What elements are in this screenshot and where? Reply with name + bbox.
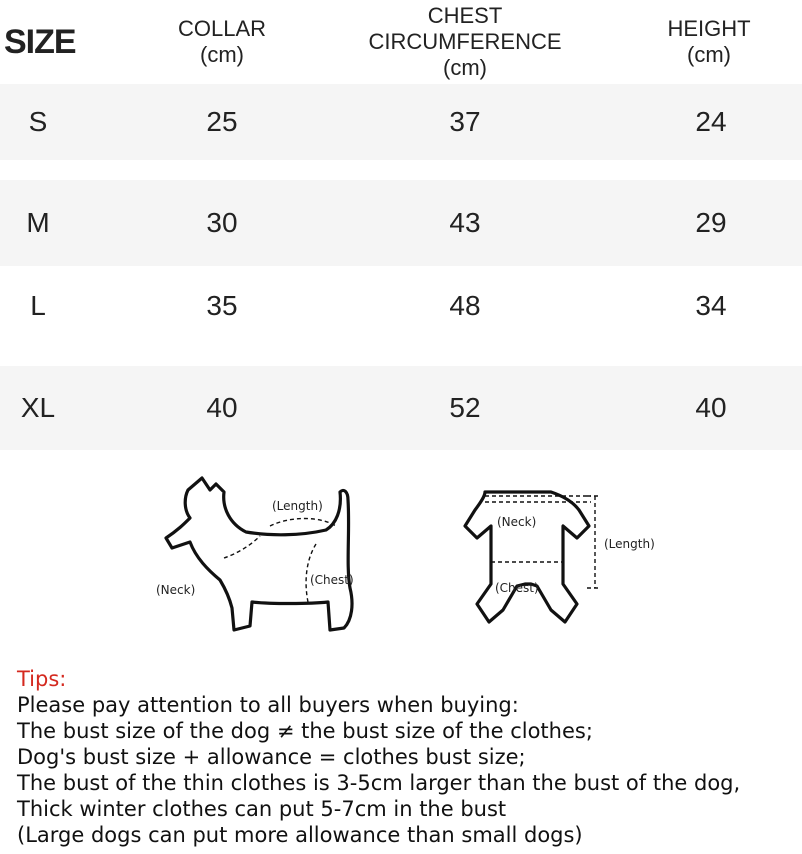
height-cell: 40	[695, 392, 727, 423]
table-row	[0, 160, 802, 180]
size-cell: XL	[20, 392, 56, 423]
dog-neck-label: (Neck)	[156, 583, 196, 597]
chest-cell: 48	[449, 290, 481, 321]
measurement-diagrams	[0, 460, 802, 650]
table-row	[0, 84, 802, 160]
clothes-length-label: (Length)	[604, 537, 655, 551]
height-header-unit: (cm)	[687, 42, 731, 67]
table-row	[0, 366, 802, 450]
dog-outline	[166, 478, 352, 630]
chest-header-title: CHEST	[427, 3, 503, 28]
size-column-header: SIZE	[4, 22, 76, 61]
clothes-outline	[465, 492, 589, 622]
table-row	[0, 346, 802, 366]
tips-line: The bust of the thin clothes is 3-5cm larger than the bust of the dog,	[17, 771, 741, 795]
table-row	[0, 180, 802, 266]
height-cell: 29	[695, 207, 727, 238]
dog-chest-label: (Chest)	[310, 573, 354, 587]
height-cell: 24	[695, 106, 727, 137]
size-cell: M	[26, 207, 50, 238]
tips-line: Dog's bust size + allowance = clothes bust size;	[17, 745, 526, 769]
table-header-row	[0, 0, 802, 84]
chest-cell: 52	[449, 392, 481, 423]
collar-cell: 35	[206, 290, 238, 321]
chest-column-header	[368, 0, 561, 84]
height-column-header	[667, 0, 750, 84]
clothes-neck-label: (Neck)	[497, 515, 537, 529]
collar-cell: 30	[206, 207, 238, 238]
tips-title: Tips:	[17, 667, 67, 691]
collar-header-title: COLLAR	[177, 16, 267, 41]
table-row	[0, 266, 802, 346]
dog-length-label: (Length)	[272, 499, 323, 513]
tips-line: Thick winter clothes can put 5-7cm in the bust	[17, 797, 507, 821]
collar-header-unit: (cm)	[200, 42, 244, 67]
collar-cell: 40	[206, 392, 238, 423]
clothes-measurement-diagram	[445, 480, 675, 640]
chest-header-title-2: CIRCUMFERENCE	[368, 29, 562, 54]
chest-header-unit: (cm)	[443, 55, 487, 80]
collar-column-header	[178, 0, 266, 84]
tips-line: (Large dogs can put more allowance than small dogs)	[17, 823, 583, 847]
chest-cell: 37	[449, 106, 481, 137]
tips-section	[17, 666, 802, 848]
height-cell: 34	[695, 290, 727, 321]
dog-measurement-diagram	[150, 470, 370, 640]
tips-line: The bust size of the dog ≠ the bust size of the clothes;	[17, 719, 593, 743]
size-cell: S	[28, 106, 48, 137]
height-header-title: HEIGHT	[667, 16, 751, 41]
tips-line: Please pay attention to all buyers when buying:	[17, 693, 519, 717]
clothes-chest-label: (Chest)	[495, 581, 539, 595]
collar-cell: 25	[206, 106, 238, 137]
chest-cell: 43	[449, 207, 481, 238]
size-cell: L	[30, 290, 46, 321]
